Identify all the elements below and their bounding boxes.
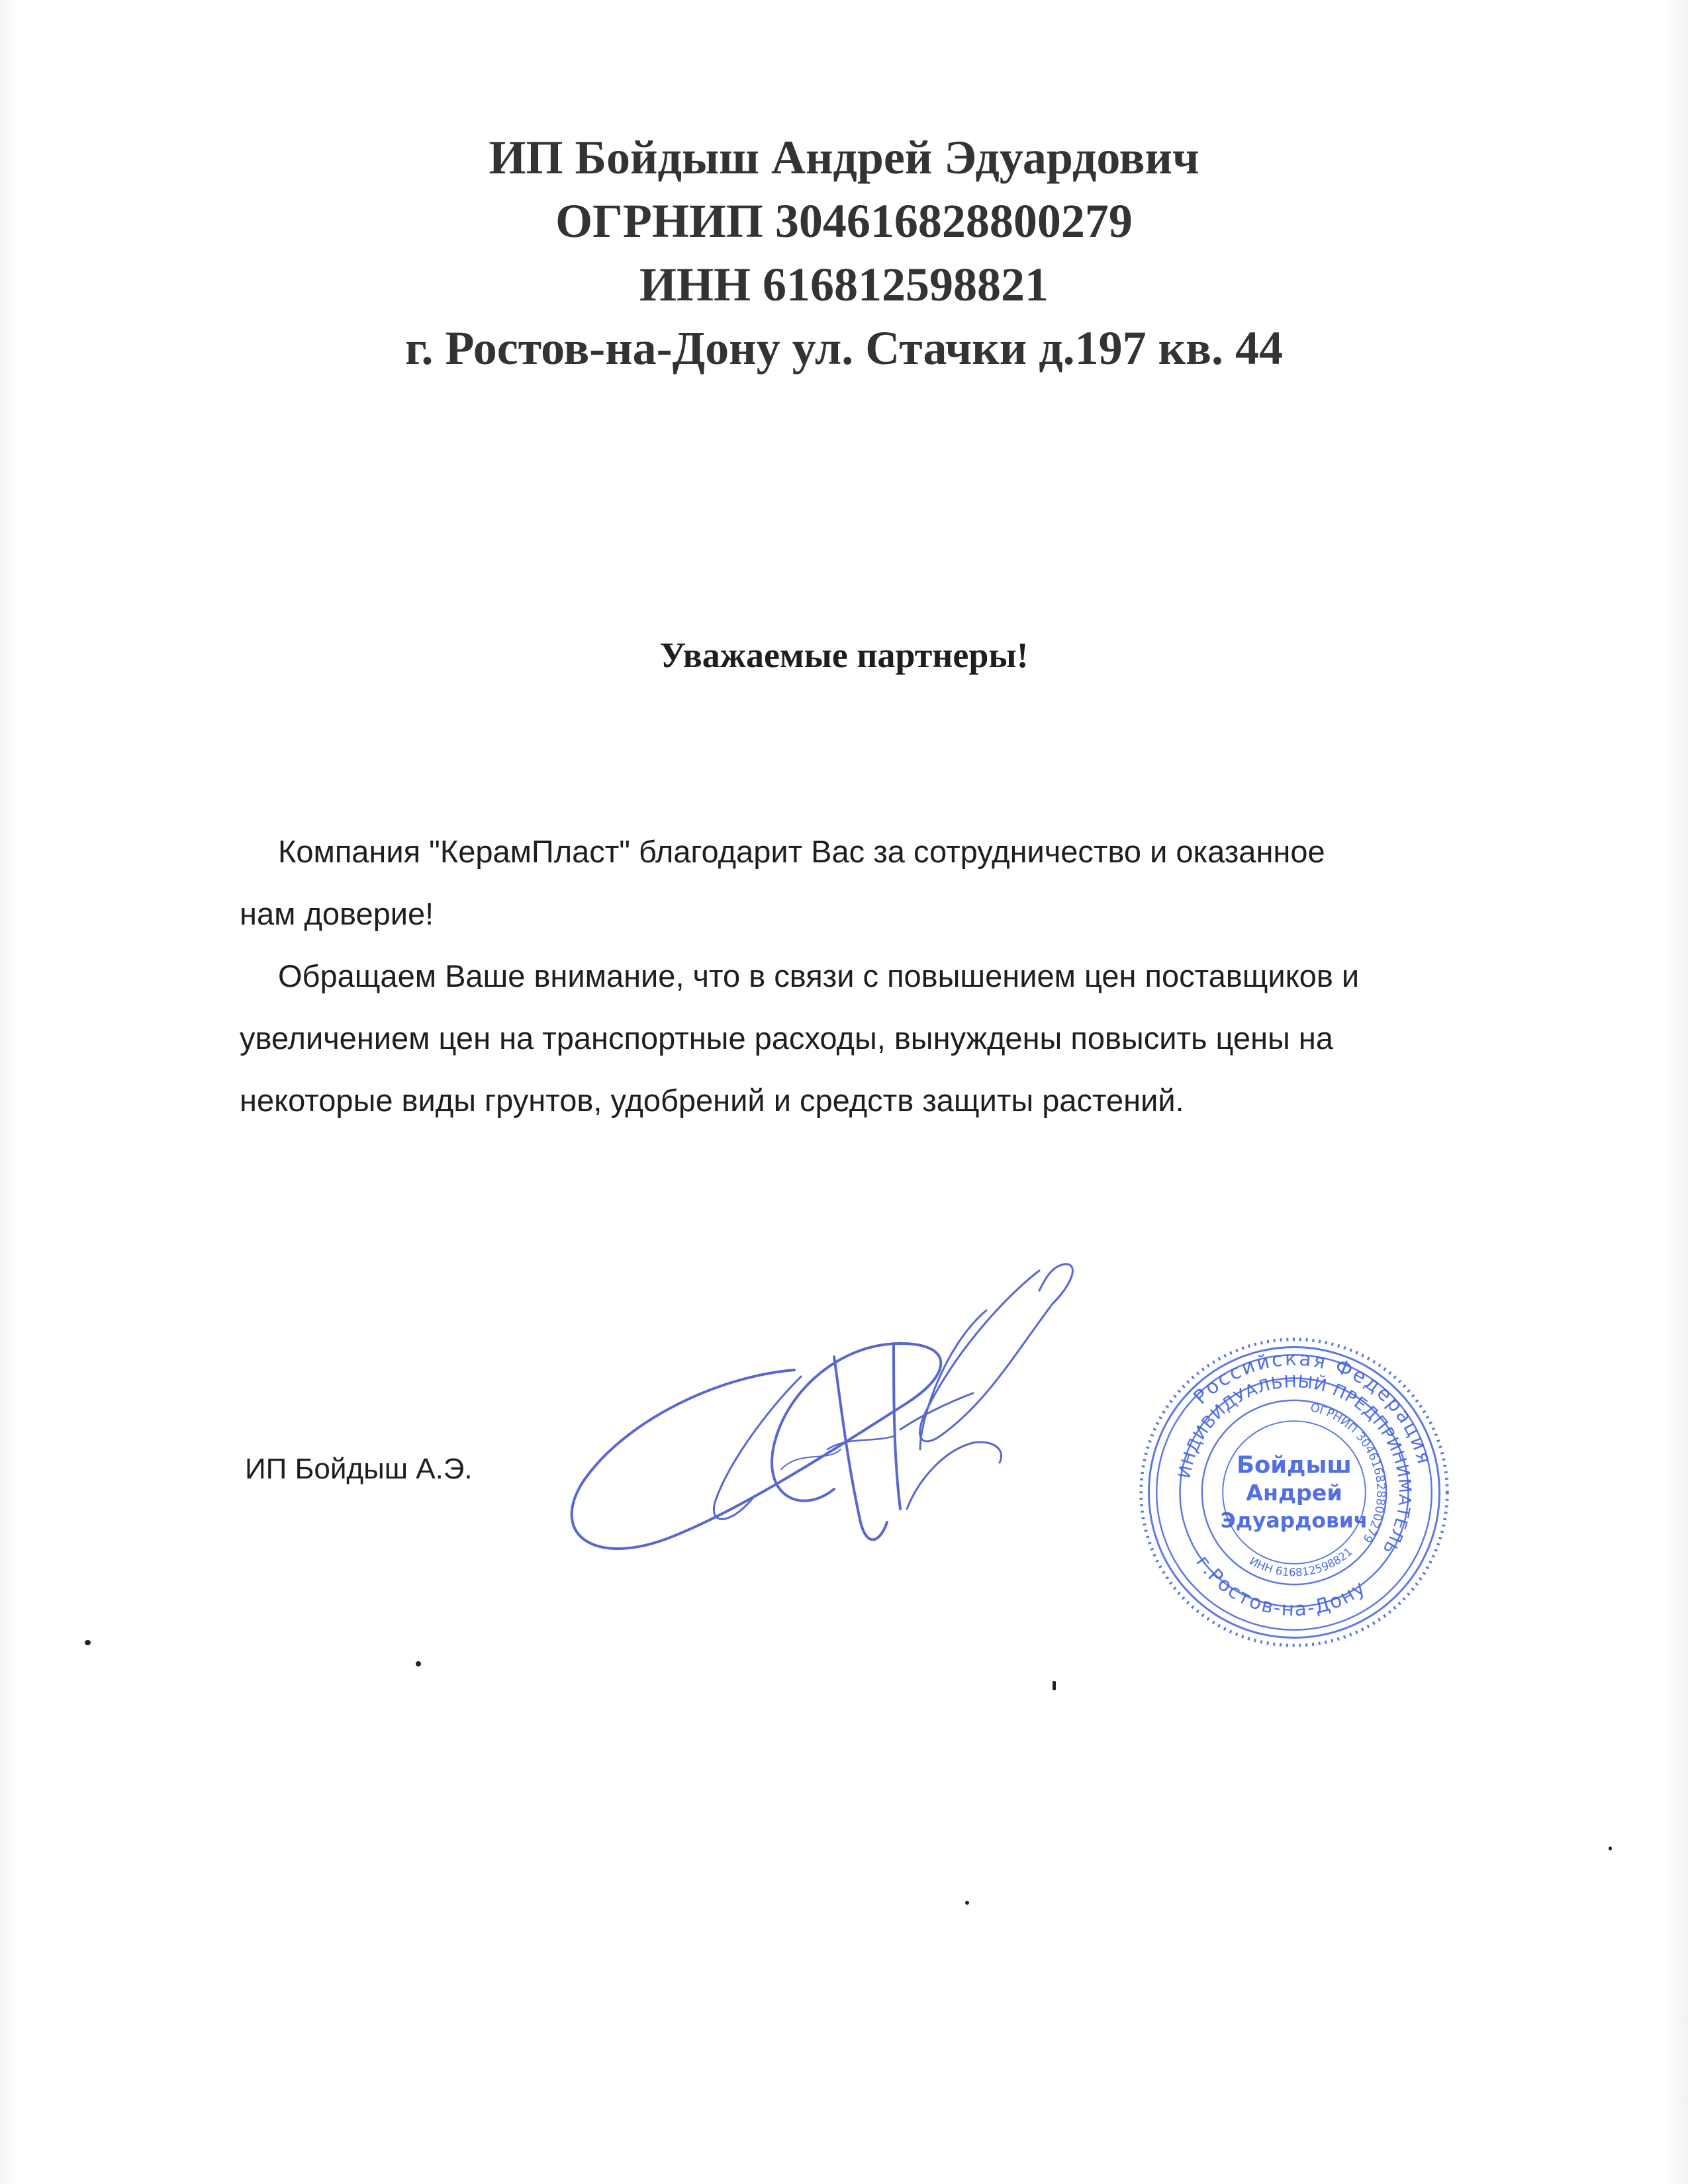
paragraph-2-line-1: Обращаем Ваше внимание, что в связи с повышением цен поставщиков и: [278, 958, 1360, 993]
paragraph-1-line-2: нам доверие!: [240, 896, 434, 931]
letterhead: [0, 126, 1688, 380]
paragraph-1: [240, 821, 1484, 945]
scan-speck: [1053, 1681, 1056, 1690]
salutation: Уважаемые партнеры!: [659, 635, 1029, 675]
letterhead-ogrnip: ОГРНИП 304616828800279: [555, 195, 1133, 248]
letterhead-address: г. Ростов-на-Дону ул. Стачки д.197 кв. 44: [404, 322, 1284, 375]
official-stamp: [1132, 1330, 1456, 1655]
signer-name: ИП Бойдыш А.Э.: [245, 1453, 473, 1485]
stamp-name-line-3: Эдуардович: [1220, 1508, 1368, 1533]
letterhead-name: ИП Бойдыш Андрей Эдуардович: [489, 131, 1199, 184]
stamp-middle-ring-text: ИНДИВИДУАЛЬНЫЙ ПРЕДПРИНИМАТЕЛЬ: [1174, 1371, 1415, 1559]
paragraph-2: [240, 945, 1484, 1132]
letterhead-inn: ИНН 616812598821: [639, 258, 1049, 311]
scan-speck: [1609, 1846, 1612, 1850]
scan-speck: [416, 1661, 421, 1666]
stamp-name-line-2: Андрей: [1246, 1479, 1342, 1506]
paragraph-2-line-2: увеличением цен на транспортные расходы, вынуждены повысить цены на: [240, 1021, 1333, 1056]
scan-speck: [85, 1640, 91, 1645]
stamp-ogrnip-text: ОГРНИП 304616828800279: [1309, 1401, 1387, 1545]
stamp-outer-ring-text: Российская Федерация: [1189, 1347, 1436, 1468]
scan-speck: [965, 1901, 969, 1905]
handwritten-signature: [549, 1251, 1178, 1621]
paragraph-1-line-1: Компания "КерамПласт" благодарит Вас за сотрудничество и оказанное: [278, 834, 1325, 869]
stamp-inn-text: ИНН 616812598821: [1247, 1545, 1355, 1579]
stamp-city-text: г.Ростов-на-Дону: [1192, 1551, 1370, 1621]
stamp-name-line-1: Бойдыш: [1237, 1451, 1352, 1479]
letter-body: [240, 821, 1484, 1132]
paragraph-2-line-3: некоторые виды грунтов, удобрений и средств защиты растений.: [240, 1083, 1184, 1118]
